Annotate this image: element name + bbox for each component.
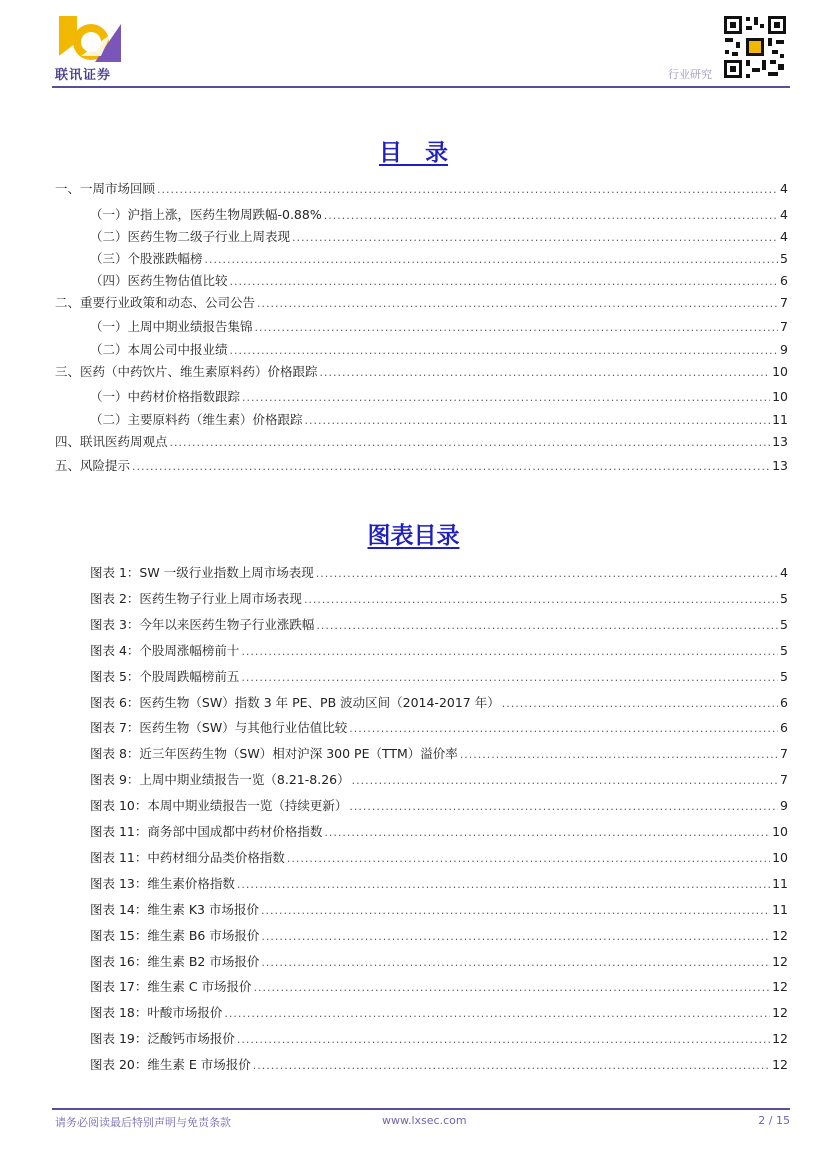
toc-entry[interactable] (90, 251, 788, 267)
figure-entry[interactable] (90, 669, 788, 685)
toc-entry[interactable] (90, 207, 788, 223)
toc-entry-label: （一）沪指上涨，医药生物周跌幅-0.88% (90, 207, 322, 222)
toc-entry[interactable] (90, 389, 788, 405)
figure-leader-dots (261, 929, 770, 945)
company-logo-icon (55, 12, 133, 64)
figure-entry-label: 图表 11：中药材细分品类价格指数 (90, 850, 285, 865)
figure-entry-page: 12 (772, 928, 788, 943)
figure-leader-dots (261, 903, 770, 919)
figure-entry[interactable] (90, 643, 788, 659)
figure-entry[interactable] (90, 798, 788, 814)
figures-title: 图表目录 (367, 523, 460, 549)
toc-entry-page: 13 (772, 458, 788, 473)
toc-entry-page: 6 (780, 273, 788, 288)
toc-leader-dots (157, 182, 778, 198)
figure-leader-dots (460, 747, 778, 763)
figure-leader-dots (349, 721, 778, 737)
figure-entry-page: 12 (772, 1031, 788, 1046)
figure-leader-dots (241, 644, 778, 660)
header-divider (52, 86, 790, 88)
figure-leader-dots (261, 955, 770, 971)
figure-entry-label: 图表 11：商务部中国成都中药材价格指数 (90, 824, 323, 839)
figure-entry[interactable] (90, 746, 788, 762)
figure-entry-label: 图表 16：维生素 B2 市场报价 (90, 954, 260, 969)
toc-entry-page: 4 (780, 229, 788, 244)
figure-entry-label: 图表 19：泛酸钙市场报价 (90, 1031, 235, 1046)
figure-entry[interactable] (90, 720, 788, 736)
toc-entry[interactable] (55, 181, 788, 197)
toc-leader-dots (292, 230, 778, 246)
toc-entry[interactable] (90, 319, 788, 335)
qr-code-icon (722, 14, 788, 80)
figure-entry[interactable] (90, 954, 788, 970)
figure-entry-page: 12 (772, 979, 788, 994)
toc-entry-label: （三）个股涨跌幅榜 (90, 251, 203, 266)
figure-entry-label: 图表 17：维生素 C 市场报价 (90, 979, 252, 994)
figure-entry-page: 7 (780, 746, 788, 761)
toc-leader-dots (257, 296, 778, 312)
toc-entry[interactable] (55, 458, 788, 474)
toc-leader-dots (230, 343, 779, 359)
toc-title: 目 录 (379, 140, 448, 166)
figure-entry[interactable] (90, 1057, 788, 1073)
figure-leader-dots (324, 825, 770, 841)
figure-entry[interactable] (90, 876, 788, 892)
figure-entry-page: 5 (780, 617, 788, 632)
toc-entry[interactable] (90, 342, 788, 358)
figure-leader-dots (287, 851, 770, 867)
figure-entry[interactable] (90, 1005, 788, 1021)
figure-leader-dots (316, 566, 778, 582)
figure-entry-label: 图表 14：维生素 K3 市场报价 (90, 902, 259, 917)
figure-entry-label: 图表 8：近三年医药生物（SW）相对沪深 300 PE（TTM）溢价率 (90, 746, 458, 761)
figure-entry-label: 图表 18：叶酸市场报价 (90, 1005, 223, 1020)
figure-entry[interactable] (90, 695, 788, 711)
figure-entry[interactable] (90, 1031, 788, 1047)
toc-leader-dots (170, 435, 771, 451)
toc-entry-label: （二）主要原料药（维生素）价格跟踪 (90, 412, 303, 427)
figure-entry-label: 图表 6：医药生物（SW）指数 3 年 PE、PB 波动区间（2014-2017 年） (90, 695, 500, 710)
figure-entry[interactable] (90, 617, 788, 633)
toc-entry-label: （一）中药材价格指数跟踪 (90, 389, 241, 404)
figure-entry-page: 11 (772, 902, 788, 917)
toc-entry-page: 13 (772, 434, 788, 449)
toc-leader-dots (205, 252, 779, 268)
company-name: 联讯证券 (55, 68, 112, 83)
toc-entry-page: 7 (780, 295, 788, 310)
figure-entry-label: 图表 9：上周中期业绩报告一览（8.21-8.26） (90, 772, 350, 787)
figure-entry[interactable] (90, 772, 788, 788)
toc-entry-label: 四、联讯医药周观点 (55, 434, 168, 449)
toc-entry-page: 11 (772, 412, 788, 427)
figure-entry-page: 10 (772, 824, 788, 839)
report-category: 行业研究 (668, 68, 712, 81)
toc-entry-page: 4 (780, 207, 788, 222)
toc-leader-dots (132, 459, 770, 475)
footer-page-number: 2 / 15 (758, 1114, 790, 1127)
toc-entry[interactable] (90, 412, 788, 428)
figure-leader-dots (237, 877, 770, 893)
toc-entry-label: （二）本周公司中报业绩 (90, 342, 228, 357)
figure-entry-label: 图表 20：维生素 E 市场报价 (90, 1057, 251, 1072)
figure-entry[interactable] (90, 928, 788, 944)
toc-leader-dots (320, 365, 771, 381)
toc-entry-label: （四）医药生物估值比较 (90, 273, 228, 288)
figure-entry[interactable] (90, 902, 788, 918)
figure-leader-dots (352, 773, 778, 789)
toc-entry[interactable] (55, 364, 788, 380)
figure-leader-dots (502, 696, 778, 712)
toc-entry-page: 9 (780, 342, 788, 357)
toc-entry-page: 10 (772, 364, 788, 379)
figure-entry-page: 10 (772, 850, 788, 865)
figure-entry[interactable] (90, 591, 788, 607)
toc-entry-label: （一）上周中期业绩报告集锦 (90, 319, 253, 334)
figure-entry-page: 5 (780, 643, 788, 658)
figure-entry-page: 4 (780, 565, 788, 580)
toc-entry-label: 二、重要行业政策和动态、公司公告 (55, 295, 256, 310)
figure-entry-page: 11 (772, 876, 788, 891)
toc-leader-dots (324, 208, 778, 224)
figure-entry[interactable] (90, 850, 788, 866)
figure-entry-page: 12 (772, 1005, 788, 1020)
figure-leader-dots (237, 1032, 770, 1048)
figure-leader-dots (241, 670, 778, 686)
figure-leader-dots (304, 592, 778, 608)
toc-leader-dots (242, 390, 770, 406)
figure-entry-label: 图表 1：SW 一级行业指数上周市场表现 (90, 565, 314, 580)
toc-entry-page: 10 (772, 389, 788, 404)
figure-entry-page: 6 (780, 720, 788, 735)
figure-entry-page: 12 (772, 1057, 788, 1072)
figure-entry-page: 7 (780, 772, 788, 787)
toc-entry-label: 一、一周市场回顾 (55, 181, 156, 196)
figure-entry-label: 图表 5：个股周跌幅榜前五 (90, 669, 240, 684)
figure-entry-page: 5 (780, 591, 788, 606)
figure-leader-dots (224, 1006, 770, 1022)
toc-entry-label: 三、医药（中药饮片、维生素原料药）价格跟踪 (55, 364, 318, 379)
toc-leader-dots (255, 320, 779, 336)
toc-entry[interactable] (55, 295, 788, 311)
toc-entry-label: （二）医药生物二级子行业上周表现 (90, 229, 291, 244)
figure-entry-page: 12 (772, 954, 788, 969)
footer-disclaimer[interactable]: 请务必阅读最后特别声明与免责条款 (55, 1116, 231, 1129)
toc-entry-page: 5 (780, 251, 788, 266)
figure-leader-dots (253, 1058, 770, 1074)
figure-entry-label: 图表 15：维生素 B6 市场报价 (90, 928, 260, 943)
figure-entry-label: 图表 10：本周中期业绩报告一览（持续更新） (90, 798, 348, 813)
toc-entry-page: 7 (780, 319, 788, 334)
footer-website[interactable]: www.lxsec.com (382, 1114, 467, 1127)
toc-entry[interactable] (90, 229, 788, 245)
toc-entry-label: 五、风险提示 (55, 458, 131, 473)
figure-entry[interactable] (90, 824, 788, 840)
figure-entry-label: 图表 2：医药生物子行业上周市场表现 (90, 591, 302, 606)
figure-entry-label: 图表 13：维生素价格指数 (90, 876, 235, 891)
figure-entry[interactable] (90, 979, 788, 995)
figure-entry[interactable] (90, 565, 788, 581)
figure-leader-dots (254, 980, 771, 996)
toc-leader-dots (305, 413, 771, 429)
figure-entry-page: 9 (780, 798, 788, 813)
figure-entry-label: 图表 3：今年以来医药生物子行业涨跌幅 (90, 617, 315, 632)
toc-entry[interactable] (90, 273, 788, 289)
figure-leader-dots (316, 618, 778, 634)
figure-entry-page: 6 (780, 695, 788, 710)
figure-entry-label: 图表 7：医药生物（SW）与其他行业估值比较 (90, 720, 348, 735)
toc-leader-dots (230, 274, 779, 290)
figure-leader-dots (349, 799, 778, 815)
figure-entry-label: 图表 4：个股周涨幅榜前十 (90, 643, 240, 658)
footer-divider (52, 1108, 790, 1110)
figure-entry-page: 5 (780, 669, 788, 684)
toc-entry-page: 4 (780, 181, 788, 196)
toc-entry[interactable] (55, 434, 788, 450)
